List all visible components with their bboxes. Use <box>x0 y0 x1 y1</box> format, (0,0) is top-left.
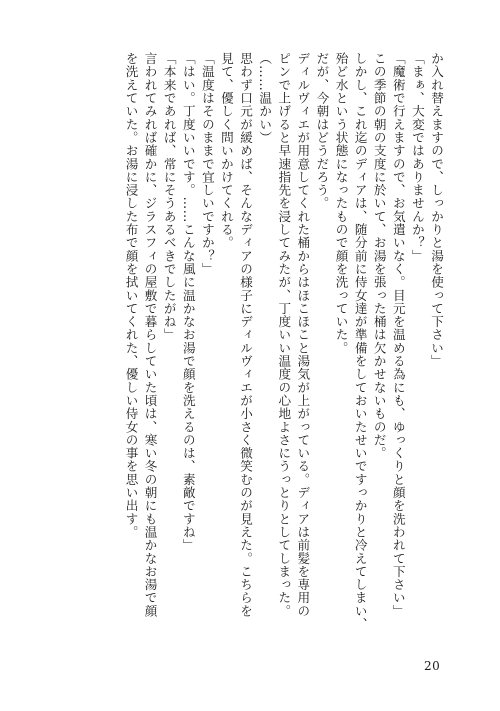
body-text <box>46 52 446 631</box>
text-line: この季節の朝の支度に於いて、お湯を張った桶は欠かせないものだ。 <box>371 52 387 460</box>
text-line: ピンで上げると早速指先を浸してみたが、丁度いい温度の心地よさにうっとりとしてしまった。 <box>276 52 292 618</box>
text-line: しかし、これ迄のディアは、随分前に侍女達が準備をしておいたせいですっかりと冷えてしまい、 <box>352 52 368 631</box>
text-line: だが、今朝はどうだろう。 <box>314 52 330 210</box>
text-line: 「温度はそのままで宜しいですか？」 <box>199 52 215 276</box>
text-line: 殆ど水という状態になったもので顔を洗っていた。 <box>333 52 349 355</box>
text-line: 見て、優しく問いかけてくれる。 <box>218 52 234 250</box>
text-line: 思わず口元が緩めば、そんなディアの様子にディルヴィエが小さく微笑むのが見えた。こちらを <box>238 52 254 618</box>
text-line: を洗えていた。お湯に浸した布で顔を拭いてくれた、優しい侍女の事を思い出す。 <box>123 52 139 539</box>
page-number: 20 <box>424 659 441 673</box>
text-line: 「魔術で行えますので、お気遣いなく。目元を温める為にも、ゆっくりと顔を洗われて下さい」 <box>390 52 406 618</box>
text-line: か入れ替えますので、しっかりと湯を使って下さい」 <box>429 52 444 368</box>
text-line: 「まぁ、大変ではありませんか？」 <box>409 52 425 263</box>
text-line: 言われてみれば確かに、ジラスフィの屋敷で暮らしていた頃は、寒い冬の朝にも温かなお湯で顔 <box>142 52 158 618</box>
text-line: 「はい。丁度いいです。……こんな風に温かなお湯で顔を洗えるのは、素敵ですね」 <box>180 52 196 552</box>
text-line: ディルヴィエが用意してくれた桶からはほこほこと湯気が上がっている。ディアは前髪を専用の <box>295 52 311 618</box>
text-line: 「本来であれば、常にそうあるべきでしたがね」 <box>161 52 177 342</box>
text-line: （……温かい） <box>257 52 273 145</box>
